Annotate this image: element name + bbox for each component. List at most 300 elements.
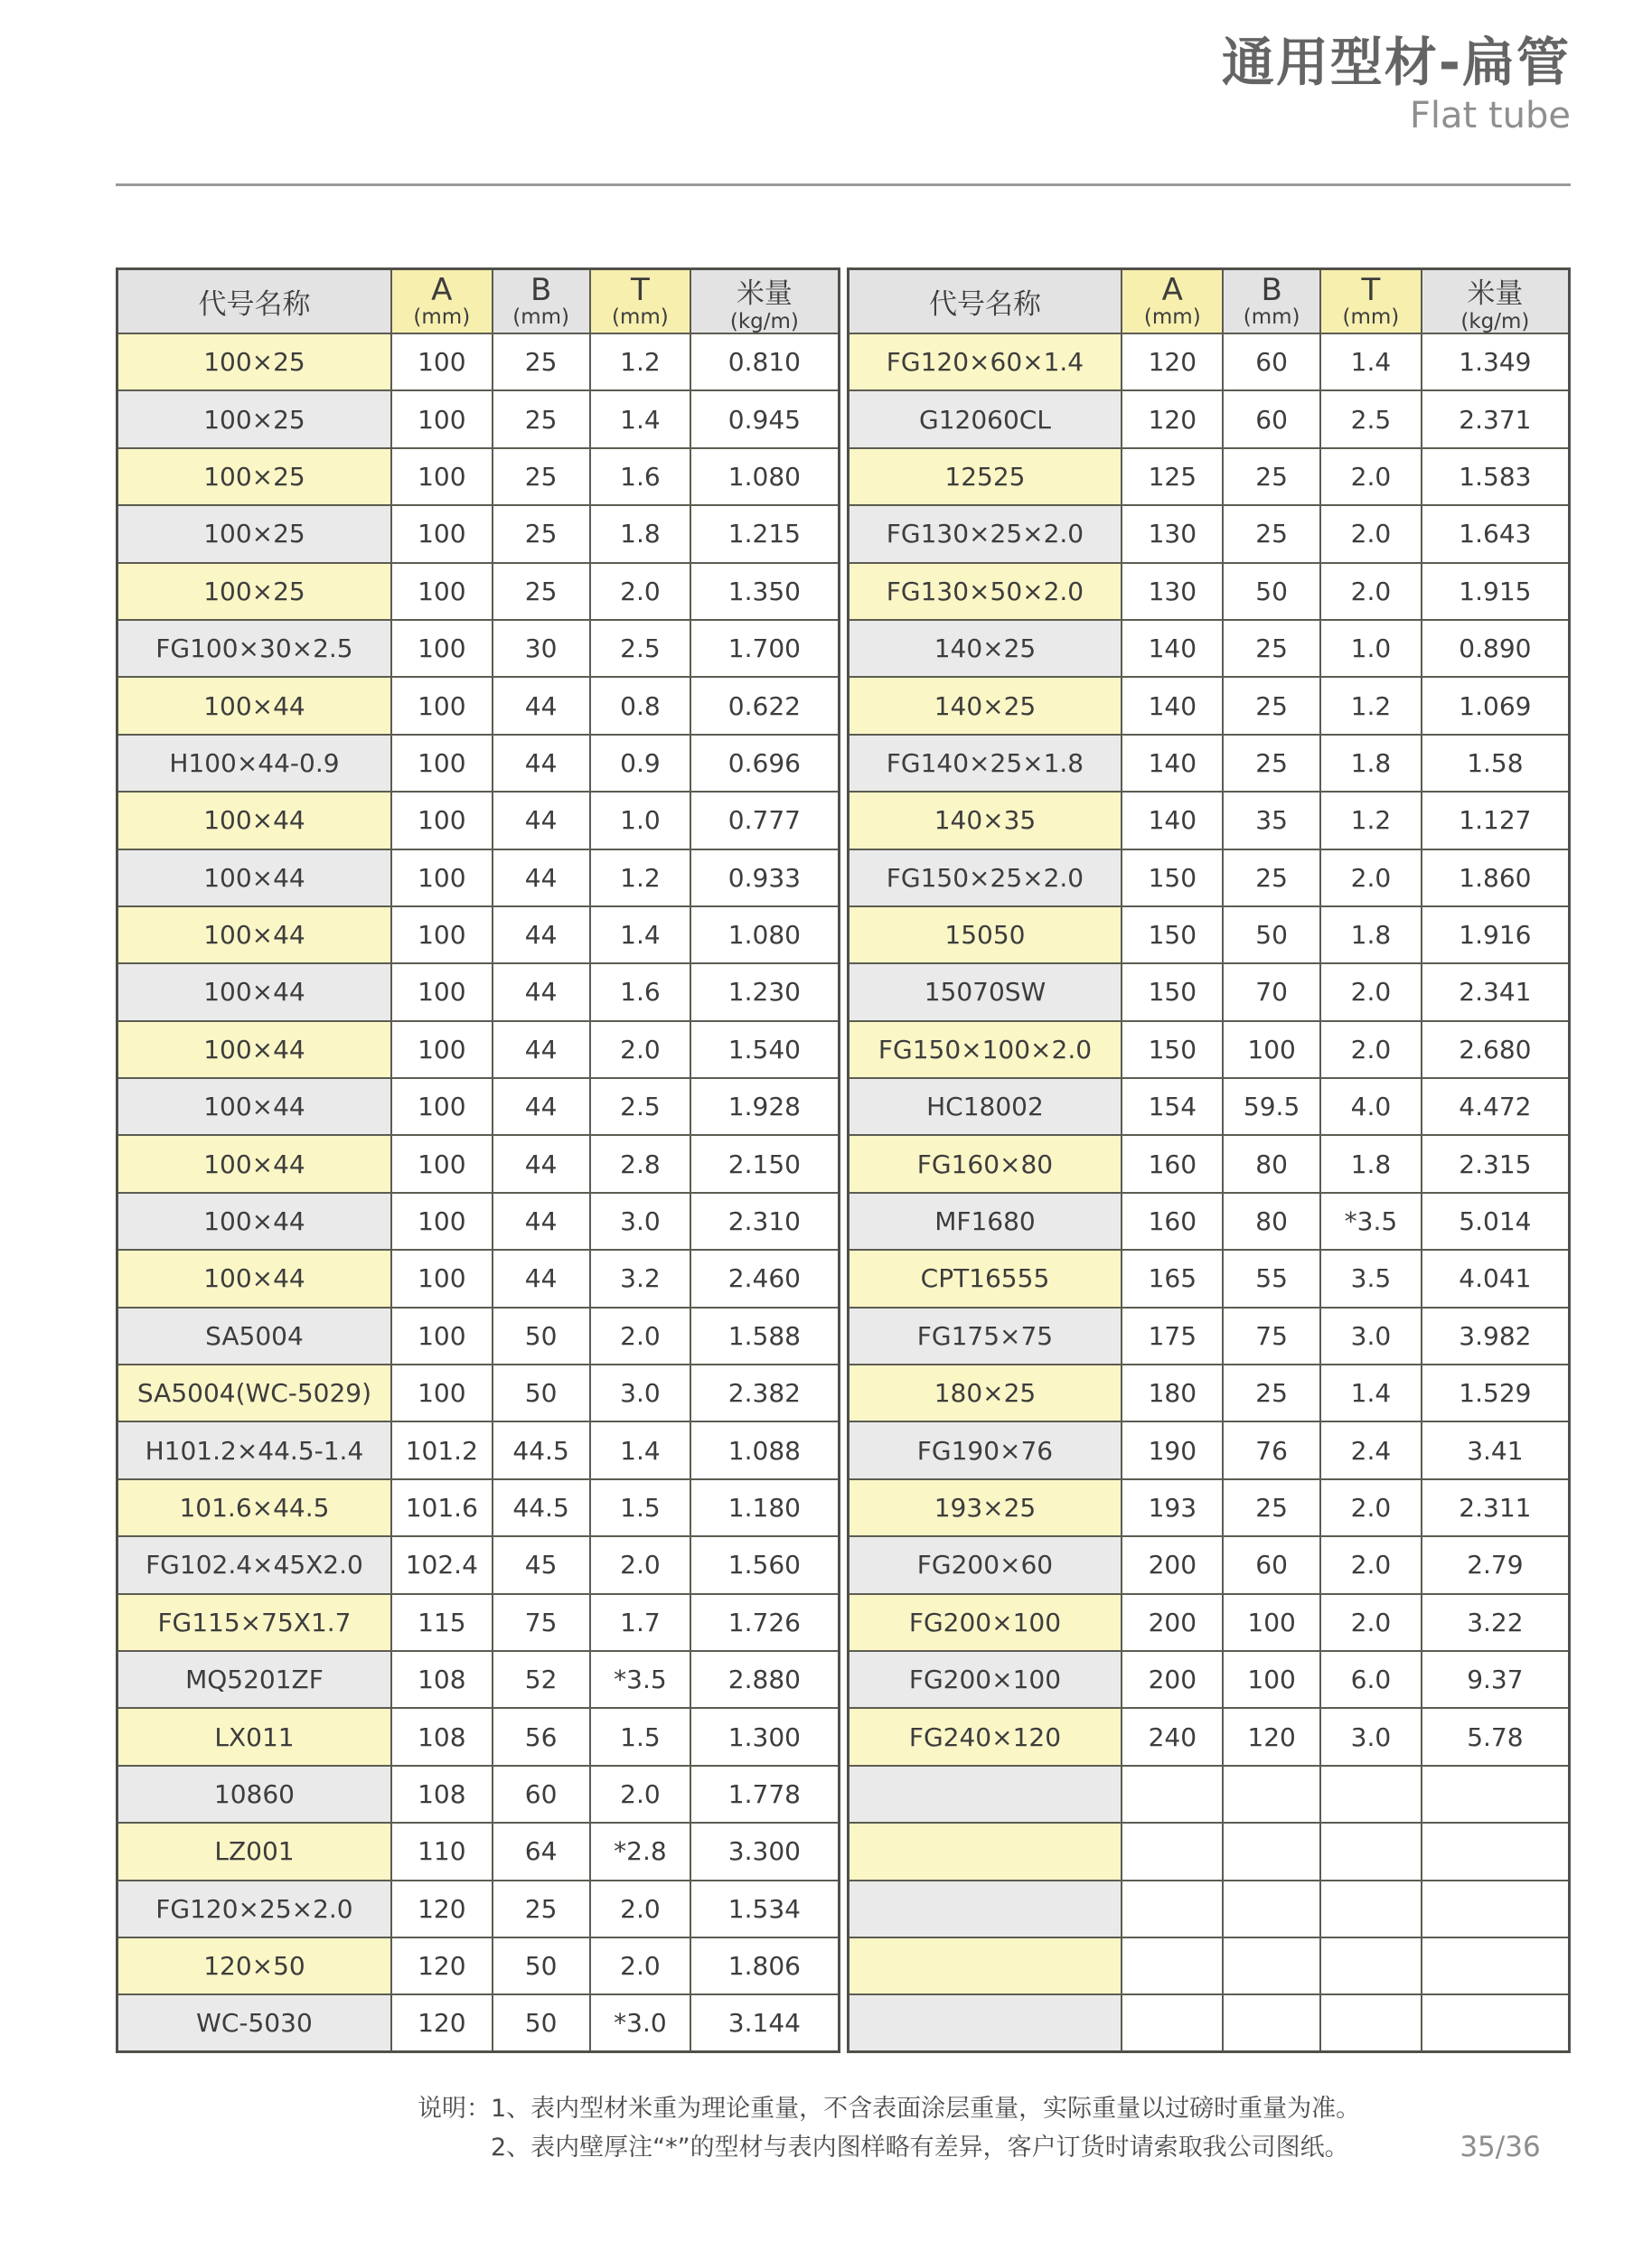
col-header-b (493, 269, 590, 334)
cell-b-mm: 50 (1223, 563, 1320, 620)
cell-a-mm: 100 (391, 849, 493, 906)
cell-a-mm: 240 (1122, 1708, 1223, 1765)
cell-t-mm: *3.0 (590, 1994, 691, 2051)
cell-code-name: LZ001 (117, 1823, 391, 1880)
cell-b-mm: 25 (493, 1881, 590, 1937)
cell-kg-per-m: 0.945 (690, 390, 839, 447)
table-row (117, 1937, 840, 1994)
cell-code-name: 15050 (848, 906, 1122, 963)
cell-a-mm: 180 (1122, 1365, 1223, 1421)
cell-b-mm: 25 (493, 448, 590, 505)
cell-a-mm: 140 (1122, 677, 1223, 734)
cell-b-mm: 44 (493, 1193, 590, 1250)
cell-kg-per-m: 1.080 (690, 906, 839, 963)
cell-a-mm (1122, 1766, 1223, 1823)
cell-a-mm: 193 (1122, 1479, 1223, 1536)
table-row (848, 1078, 1570, 1135)
col-header-meter-weight-label: 米量 (1467, 277, 1524, 310)
cell-b-mm: 44 (493, 1021, 590, 1078)
cell-kg-per-m: 0.810 (690, 333, 839, 390)
cell-a-mm: 120 (391, 1994, 493, 2051)
cell-t-mm: 1.4 (1320, 333, 1422, 390)
cell-b-mm: 44 (493, 1078, 590, 1135)
cell-t-mm (1320, 1994, 1422, 2051)
cell-b-mm: 50 (493, 1308, 590, 1365)
cell-a-mm: 100 (391, 906, 493, 963)
cell-kg-per-m: 3.300 (690, 1823, 839, 1880)
cell-kg-per-m: 1.215 (690, 505, 839, 562)
table-row (848, 390, 1570, 447)
table-row (117, 735, 840, 792)
cell-a-mm: 100 (391, 1021, 493, 1078)
cell-a-mm: 108 (391, 1766, 493, 1823)
cell-a-mm: 150 (1122, 906, 1223, 963)
cell-a-mm: 100 (391, 1193, 493, 1250)
cell-b-mm: 25 (1223, 1365, 1320, 1421)
cell-t-mm: 1.8 (1320, 906, 1422, 963)
cell-b-mm: 44 (493, 1250, 590, 1307)
table-row (117, 1536, 840, 1593)
page-number: 35/36 (1460, 2131, 1541, 2163)
cell-kg-per-m: 0.890 (1422, 620, 1570, 677)
cell-t-mm: 2.0 (590, 1021, 691, 1078)
col-header-a-unit: (mm) (413, 305, 471, 330)
footnote-text-2: 2、表内壁厚注“*”的型材与表内图样略有差异，客户订货时请索取我公司图纸。 (491, 2134, 1349, 2162)
cell-code-name: 100×25 (117, 333, 391, 390)
footnote-line-2 (418, 2128, 1360, 2167)
cell-t-mm: 0.8 (590, 677, 691, 734)
cell-t-mm: 2.4 (1320, 1421, 1422, 1478)
cell-a-mm: 130 (1122, 505, 1223, 562)
cell-b-mm: 25 (1223, 735, 1320, 792)
cell-a-mm: 108 (391, 1708, 493, 1765)
table-row (848, 1250, 1570, 1307)
table-row (848, 906, 1570, 963)
col-header-a-label: A (1161, 271, 1183, 308)
cell-code-name: 100×25 (117, 448, 391, 505)
cell-b-mm: 55 (1223, 1250, 1320, 1307)
footnote-text-1: 1、表内型材米重为理论重量，不含表面涂层重量，实际重量以过磅时重量为准。 (491, 2095, 1361, 2123)
cell-t-mm (1320, 1937, 1422, 1994)
cell-a-mm: 101.2 (391, 1421, 493, 1478)
cell-kg-per-m: 1.806 (690, 1937, 839, 1994)
cell-a-mm: 160 (1122, 1135, 1223, 1192)
page-header (1222, 34, 1571, 136)
cell-b-mm (1223, 1937, 1320, 1994)
table-row (848, 792, 1570, 849)
cell-t-mm: 1.6 (590, 963, 691, 1020)
cell-a-mm: 200 (1122, 1536, 1223, 1593)
cell-a-mm: 150 (1122, 1021, 1223, 1078)
table-row (117, 1135, 840, 1192)
cell-code-name: FG130×50×2.0 (848, 563, 1122, 620)
cell-t-mm: 2.5 (1320, 390, 1422, 447)
col-header-code-name (848, 269, 1122, 334)
cell-a-mm: 108 (391, 1651, 493, 1708)
cell-code-name: 100×44 (117, 1078, 391, 1135)
spec-tables-container (116, 267, 1571, 2053)
cell-b-mm: 50 (493, 1937, 590, 1994)
cell-b-mm: 44 (493, 849, 590, 906)
cell-a-mm (1122, 1823, 1223, 1880)
cell-t-mm: 3.0 (590, 1193, 691, 1250)
cell-a-mm: 100 (391, 1365, 493, 1421)
cell-kg-per-m (1422, 1881, 1570, 1937)
cell-code-name: 120×50 (117, 1937, 391, 1994)
cell-kg-per-m: 1.726 (690, 1594, 839, 1651)
cell-b-mm: 50 (1223, 906, 1320, 963)
col-header-a (391, 269, 493, 334)
cell-kg-per-m: 2.382 (690, 1365, 839, 1421)
cell-a-mm: 150 (1122, 963, 1223, 1020)
cell-code-name: 10860 (117, 1766, 391, 1823)
col-header-b-label: B (530, 271, 552, 308)
cell-code-name: CPT16555 (848, 1250, 1122, 1307)
cell-code-name: MQ5201ZF (117, 1651, 391, 1708)
cell-a-mm: 100 (391, 390, 493, 447)
cell-b-mm: 35 (1223, 792, 1320, 849)
cell-kg-per-m: 2.79 (1422, 1536, 1570, 1593)
cell-kg-per-m: 1.583 (1422, 448, 1570, 505)
page-title: 通用型材-扁管 (1221, 32, 1571, 93)
cell-kg-per-m (1422, 1937, 1570, 1994)
cell-b-mm: 25 (1223, 505, 1320, 562)
table-row (117, 448, 840, 505)
table-row (848, 1365, 1570, 1421)
cell-t-mm: 2.0 (590, 563, 691, 620)
table-row (848, 1479, 1570, 1536)
cell-code-name: SA5004 (117, 1308, 391, 1365)
cell-kg-per-m: 2.150 (690, 1135, 839, 1192)
cell-kg-per-m: 1.529 (1422, 1365, 1570, 1421)
col-header-code-name (117, 269, 391, 334)
left-table-body (117, 333, 840, 2052)
table-row (117, 620, 840, 677)
table-row (848, 620, 1570, 677)
cell-b-mm: 25 (1223, 849, 1320, 906)
cell-a-mm: 200 (1122, 1594, 1223, 1651)
cell-code-name (848, 1994, 1122, 2051)
col-header-t-unit: (mm) (612, 305, 669, 330)
cell-b-mm: 80 (1223, 1193, 1320, 1250)
cell-b-mm: 100 (1223, 1594, 1320, 1651)
cell-kg-per-m: 2.460 (690, 1250, 839, 1307)
cell-code-name: FG150×25×2.0 (848, 849, 1122, 906)
col-header-a-label: A (431, 271, 453, 308)
col-header-b-unit: (mm) (512, 305, 569, 330)
table-row (848, 1594, 1570, 1651)
cell-code-name (848, 1766, 1122, 1823)
cell-a-mm (1122, 1881, 1223, 1937)
cell-t-mm: 2.5 (590, 620, 691, 677)
cell-code-name: 140×25 (848, 620, 1122, 677)
cell-code-name: HC18002 (848, 1078, 1122, 1135)
table-row (117, 1250, 840, 1307)
col-header-meter-weight (1422, 269, 1570, 334)
cell-code-name: 140×25 (848, 677, 1122, 734)
cell-a-mm (1122, 1937, 1223, 1994)
cell-t-mm: 2.0 (1320, 563, 1422, 620)
col-header-t (1320, 269, 1422, 334)
table-row (117, 792, 840, 849)
cell-b-mm: 56 (493, 1708, 590, 1765)
cell-b-mm: 25 (1223, 620, 1320, 677)
cell-b-mm: 44 (493, 792, 590, 849)
cell-t-mm: 1.4 (590, 906, 691, 963)
cell-t-mm: 1.2 (590, 333, 691, 390)
col-header-t-label: T (1361, 271, 1381, 308)
cell-kg-per-m: 3.144 (690, 1994, 839, 2051)
cell-kg-per-m: 1.349 (1422, 333, 1570, 390)
cell-b-mm (1223, 1994, 1320, 2051)
col-header-t (590, 269, 691, 334)
cell-code-name: FG150×100×2.0 (848, 1021, 1122, 1078)
col-header-t-label: T (631, 271, 650, 308)
table-row (848, 1421, 1570, 1478)
table-row (848, 563, 1570, 620)
cell-code-name: 100×25 (117, 505, 391, 562)
cell-t-mm: 2.0 (1320, 1021, 1422, 1078)
table-row (117, 849, 840, 906)
cell-t-mm (1320, 1766, 1422, 1823)
cell-code-name: FG240×120 (848, 1708, 1122, 1765)
cell-kg-per-m: 0.696 (690, 735, 839, 792)
cell-a-mm: 100 (391, 1308, 493, 1365)
cell-b-mm: 70 (1223, 963, 1320, 1020)
table-row (117, 963, 840, 1020)
cell-b-mm: 52 (493, 1651, 590, 1708)
cell-kg-per-m: 5.014 (1422, 1193, 1570, 1250)
cell-b-mm: 50 (493, 1365, 590, 1421)
cell-a-mm: 120 (391, 1881, 493, 1937)
right-table-body (848, 333, 1570, 2052)
cell-code-name: SA5004(WC-5029) (117, 1365, 391, 1421)
cell-t-mm: 3.0 (1320, 1308, 1422, 1365)
cell-b-mm: 44 (493, 677, 590, 734)
cell-a-mm: 154 (1122, 1078, 1223, 1135)
table-row (117, 505, 840, 562)
cell-code-name: FG200×60 (848, 1536, 1122, 1593)
cell-t-mm: 2.0 (590, 1536, 691, 1593)
cell-kg-per-m: 2.315 (1422, 1135, 1570, 1192)
cell-t-mm: *3.5 (1320, 1193, 1422, 1250)
header-row (848, 269, 1570, 334)
table-row (117, 1594, 840, 1651)
cell-code-name (848, 1823, 1122, 1880)
cell-b-mm: 25 (493, 333, 590, 390)
table-row (117, 1078, 840, 1135)
cell-code-name: FG115×75X1.7 (117, 1594, 391, 1651)
cell-a-mm: 175 (1122, 1308, 1223, 1365)
cell-b-mm: 60 (493, 1766, 590, 1823)
cell-code-name: 101.6×44.5 (117, 1479, 391, 1536)
cell-code-name: FG140×25×1.8 (848, 735, 1122, 792)
table-row (848, 1823, 1570, 1880)
cell-t-mm: 2.0 (590, 1881, 691, 1937)
cell-kg-per-m: 1.700 (690, 620, 839, 677)
cell-code-name: FG120×60×1.4 (848, 333, 1122, 390)
cell-kg-per-m: 9.37 (1422, 1651, 1570, 1708)
cell-a-mm: 115 (391, 1594, 493, 1651)
cell-b-mm: 25 (493, 563, 590, 620)
cell-b-mm: 45 (493, 1536, 590, 1593)
cell-code-name: LX011 (117, 1708, 391, 1765)
cell-t-mm: 2.0 (1320, 448, 1422, 505)
cell-code-name: WC-5030 (117, 1994, 391, 2051)
cell-b-mm: 60 (1223, 333, 1320, 390)
cell-kg-per-m: 4.041 (1422, 1250, 1570, 1307)
cell-code-name: 180×25 (848, 1365, 1122, 1421)
cell-b-mm: 64 (493, 1823, 590, 1880)
cell-b-mm: 30 (493, 620, 590, 677)
cell-a-mm: 160 (1122, 1193, 1223, 1250)
cell-a-mm: 100 (391, 1250, 493, 1307)
cell-kg-per-m: 2.371 (1422, 390, 1570, 447)
cell-t-mm: 1.6 (590, 448, 691, 505)
cell-kg-per-m: 1.534 (690, 1881, 839, 1937)
cell-b-mm: 60 (1223, 390, 1320, 447)
cell-code-name: 12525 (848, 448, 1122, 505)
table-row (117, 1651, 840, 1708)
cell-code-name: 100×44 (117, 849, 391, 906)
cell-a-mm: 120 (1122, 333, 1223, 390)
col-header-meter-weight-unit: (kg/m) (729, 310, 799, 333)
cell-code-name: H101.2×44.5-1.4 (117, 1421, 391, 1478)
table-row (117, 333, 840, 390)
table-row (117, 1708, 840, 1765)
cell-b-mm: 59.5 (1223, 1078, 1320, 1135)
table-row (848, 963, 1570, 1020)
cell-kg-per-m: 0.622 (690, 677, 839, 734)
cell-a-mm: 200 (1122, 1651, 1223, 1708)
cell-t-mm: 3.5 (1320, 1250, 1422, 1307)
cell-code-name: 100×44 (117, 906, 391, 963)
table-row (117, 1994, 840, 2051)
table-row (848, 1708, 1570, 1765)
cell-a-mm: 100 (391, 563, 493, 620)
table-row (848, 735, 1570, 792)
cell-a-mm: 190 (1122, 1421, 1223, 1478)
cell-kg-per-m: 4.472 (1422, 1078, 1570, 1135)
cell-kg-per-m: 3.22 (1422, 1594, 1570, 1651)
col-header-b-unit: (mm) (1243, 305, 1300, 330)
table-row (117, 563, 840, 620)
cell-code-name: 100×44 (117, 963, 391, 1020)
cell-kg-per-m: 1.916 (1422, 906, 1570, 963)
cell-code-name (848, 1937, 1122, 1994)
cell-t-mm: 1.8 (1320, 1135, 1422, 1192)
cell-code-name: 140×35 (848, 792, 1122, 849)
col-header-meter-weight (690, 269, 839, 334)
cell-t-mm: 2.0 (1320, 505, 1422, 562)
cell-code-name: 100×44 (117, 1250, 391, 1307)
cell-b-mm: 44 (493, 735, 590, 792)
cell-code-name: FG130×25×2.0 (848, 505, 1122, 562)
cell-code-name: 100×44 (117, 1135, 391, 1192)
cell-code-name: 193×25 (848, 1479, 1122, 1536)
cell-a-mm: 100 (391, 505, 493, 562)
cell-t-mm: 3.2 (590, 1250, 691, 1307)
cell-a-mm: 100 (391, 1078, 493, 1135)
table-row (848, 849, 1570, 906)
cell-code-name: H100×44-0.9 (117, 735, 391, 792)
flat-tube-table-right (847, 267, 1572, 2053)
cell-kg-per-m: 3.41 (1422, 1421, 1570, 1478)
table-row (117, 906, 840, 963)
table-row (117, 1823, 840, 1880)
cell-t-mm: 1.8 (1320, 735, 1422, 792)
cell-code-name: FG200×100 (848, 1594, 1122, 1651)
cell-a-mm: 101.6 (391, 1479, 493, 1536)
cell-t-mm: 1.4 (590, 1421, 691, 1478)
table-row (117, 1479, 840, 1536)
cell-b-mm: 44 (493, 1135, 590, 1192)
cell-kg-per-m (1422, 1823, 1570, 1880)
cell-b-mm: 25 (1223, 677, 1320, 734)
cell-b-mm: 25 (493, 505, 590, 562)
cell-t-mm: 0.9 (590, 735, 691, 792)
cell-kg-per-m: 1.230 (690, 963, 839, 1020)
table-row (117, 1365, 840, 1421)
right-table-header (848, 269, 1570, 334)
col-header-t-unit: (mm) (1342, 305, 1400, 330)
cell-kg-per-m: 1.080 (690, 448, 839, 505)
cell-kg-per-m: 1.588 (690, 1308, 839, 1365)
table-row (848, 1135, 1570, 1192)
cell-t-mm: *3.5 (590, 1651, 691, 1708)
cell-code-name: 100×44 (117, 1193, 391, 1250)
col-header-a (1122, 269, 1223, 334)
left-table-header (117, 269, 840, 334)
cell-kg-per-m: 2.310 (690, 1193, 839, 1250)
flat-tube-table-left (116, 267, 840, 2053)
cell-kg-per-m: 3.982 (1422, 1308, 1570, 1365)
cell-t-mm: 2.0 (590, 1937, 691, 1994)
cell-kg-per-m (1422, 1766, 1570, 1823)
col-header-code-name-label: 代号名称 (198, 288, 311, 321)
cell-a-mm (1122, 1994, 1223, 2051)
table-row (848, 1766, 1570, 1823)
cell-kg-per-m: 1.127 (1422, 792, 1570, 849)
cell-kg-per-m: 2.311 (1422, 1479, 1570, 1536)
cell-a-mm: 165 (1122, 1250, 1223, 1307)
table-row (848, 1308, 1570, 1365)
cell-a-mm: 100 (391, 792, 493, 849)
cell-kg-per-m: 1.778 (690, 1766, 839, 1823)
cell-kg-per-m: 0.933 (690, 849, 839, 906)
cell-a-mm: 100 (391, 620, 493, 677)
col-header-a-unit: (mm) (1143, 305, 1201, 330)
cell-t-mm: 1.0 (1320, 620, 1422, 677)
cell-t-mm (1320, 1823, 1422, 1880)
footnote-line-1 (418, 2089, 1360, 2128)
cell-t-mm: *2.8 (590, 1823, 691, 1880)
cell-a-mm: 100 (391, 677, 493, 734)
cell-kg-per-m: 1.088 (690, 1421, 839, 1478)
cell-code-name: 100×44 (117, 677, 391, 734)
cell-t-mm: 2.0 (1320, 1594, 1422, 1651)
table-row (117, 1193, 840, 1250)
cell-b-mm (1223, 1881, 1320, 1937)
cell-kg-per-m: 1.928 (690, 1078, 839, 1135)
cell-t-mm: 2.0 (1320, 1536, 1422, 1593)
cell-t-mm: 1.2 (1320, 677, 1422, 734)
cell-kg-per-m: 2.341 (1422, 963, 1570, 1020)
cell-b-mm: 120 (1223, 1708, 1320, 1765)
cell-t-mm: 1.2 (590, 849, 691, 906)
table-row (117, 677, 840, 734)
cell-a-mm: 100 (391, 448, 493, 505)
